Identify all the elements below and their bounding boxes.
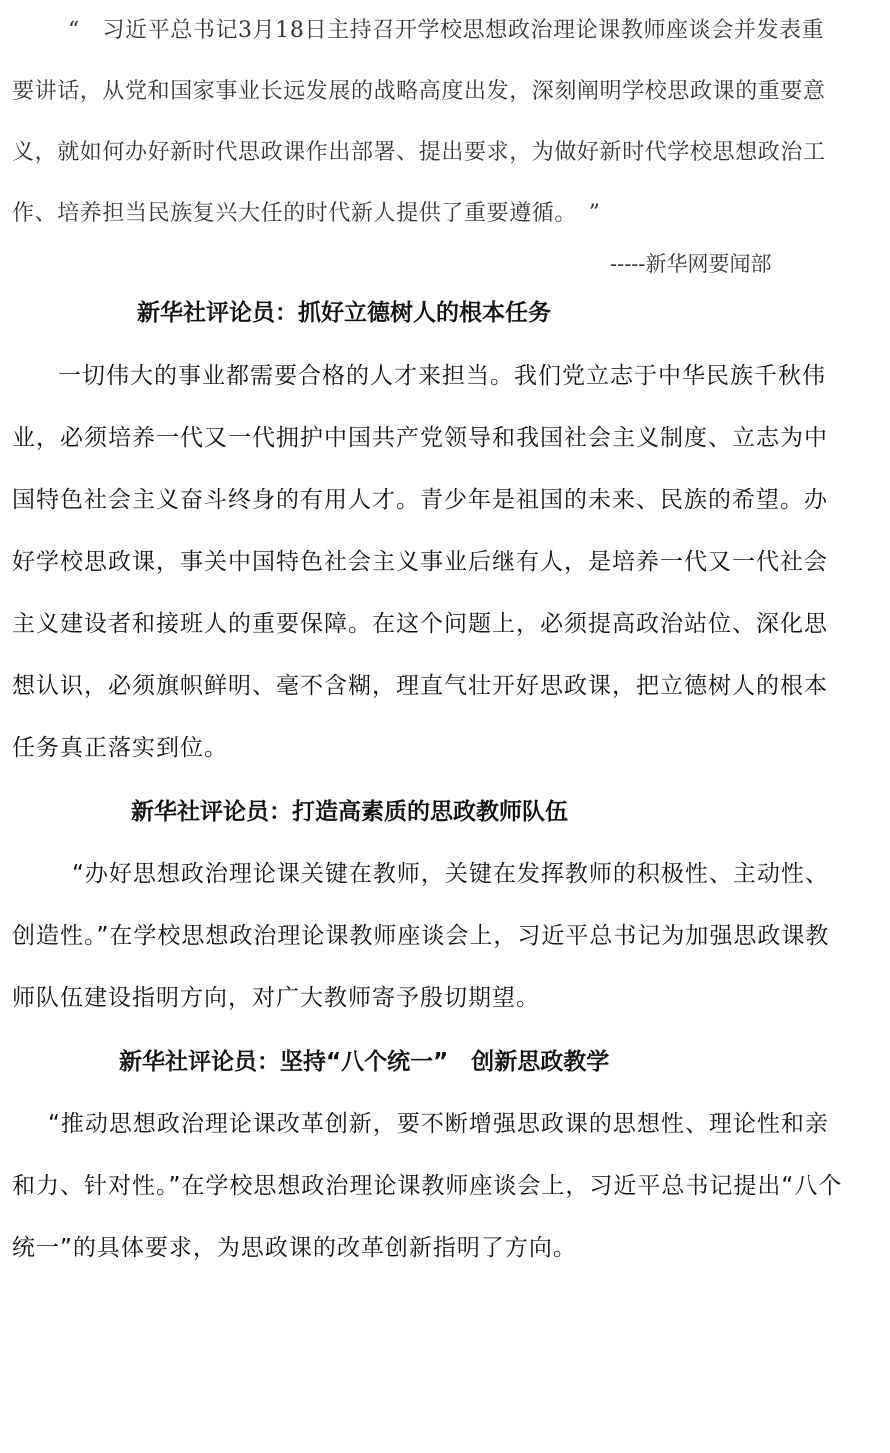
section-body-3: “推动思想政治理论课改革创新，要不断增强思政课的思想性、理论性和亲和力、针对性。”在学校思想政治理论课教师座谈会上，习近平总书记提出“八个统一”的具体要求，为思政课的改革创新指明了方向。 [12, 1111, 843, 1261]
section-heading-3: 新华社评论员：坚持“八个统一” 创新思政教学 [119, 1049, 610, 1075]
source-attribution: -----新华网要闻部 [610, 252, 772, 276]
section-heading-1: 新华社评论员：抓好立德树人的根本任务 [137, 300, 551, 326]
section-heading-2: 新华社评论员：打造高素质的思政教师队伍 [131, 799, 568, 825]
section-body-1: 一切伟大的事业都需要合格的人才来担当。我们党立志于中华民族千秋伟业，必须培养一代又一代拥护中国共产党领导和我国社会主义制度、立志为中国特色社会主义奋斗终身的有用人才。青少年是祖国的未来、民族的希望。办好学校思政课，事关中国特色社会主义事业后继有人，是培养一代又一代社会主义建设者和接班人的重要保障。在这个问题上，必须提高政治站位、深化思想认识，必须旗帜鲜明、毫不含糊，理直气壮开好思政课，把立德树人的根本任务真正落实到位。 [12, 363, 828, 761]
section-body-2: “办好思想政治理论课关键在教师，关键在发挥教师的积极性、主动性、创造性。”在学校思想政治理论课教师座谈会上，习近平总书记为加强思政课教师队伍建设指明方向，对广大教师寄予殷切期望。 [12, 861, 830, 1011]
intro-quote: “ 习近平总书记3月18日主持召开学校思想政治理论课教师座谈会并发表重要讲话，从党和国家事业长远发展的战略高度出发，深刻阐明学校思政课的重要意义，就如何办好新时代思政课作出部署、提出要求，为做好新时代学校思想政治工作、培养担当民族复兴大任的时代新人提供了重要遵循。 ” [12, 18, 826, 226]
